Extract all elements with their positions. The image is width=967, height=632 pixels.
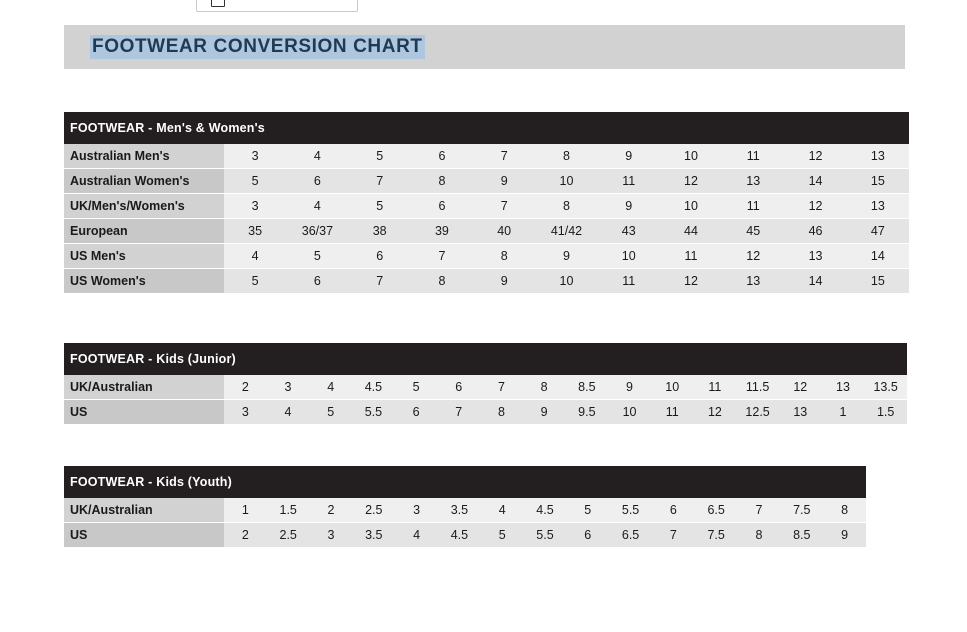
table-row <box>64 194 909 219</box>
row-value: 36/37 <box>286 219 348 244</box>
row-value: 13 <box>784 244 846 269</box>
row-value: 13.5 <box>864 375 907 400</box>
top-widget[interactable] <box>196 0 358 12</box>
row-value: 13 <box>847 194 909 219</box>
row-value: 7 <box>437 400 480 425</box>
row-value: 2 <box>224 375 267 400</box>
row-label: UK/Australian <box>64 375 224 400</box>
row-value: 15 <box>847 269 909 294</box>
row-value: 14 <box>784 269 846 294</box>
row-value: 9 <box>598 144 660 169</box>
row-value: 6 <box>286 169 348 194</box>
footwear-kids-junior-table <box>64 343 907 425</box>
table-header-label: FOOTWEAR - Kids (Junior) <box>64 343 907 375</box>
row-value: 8 <box>823 498 866 523</box>
row-value: 1 <box>822 400 865 425</box>
row-value: 11 <box>598 169 660 194</box>
row-value: 4 <box>395 523 438 548</box>
row-value: 4 <box>286 194 348 219</box>
table-header-label: FOOTWEAR - Kids (Youth) <box>64 466 866 498</box>
row-value: 7 <box>349 169 411 194</box>
row-value: 7 <box>473 194 535 219</box>
row-value: 5.5 <box>524 523 567 548</box>
table-row <box>64 219 909 244</box>
row-value: 39 <box>411 219 473 244</box>
table-header-label: FOOTWEAR - Men's & Women's <box>64 112 909 144</box>
table-row <box>64 523 866 548</box>
row-value: 7 <box>480 375 523 400</box>
table-header-row <box>64 466 866 498</box>
row-value: 7 <box>349 269 411 294</box>
row-value: 9 <box>473 269 535 294</box>
row-value: 5.5 <box>352 400 395 425</box>
row-value: 7.5 <box>695 523 738 548</box>
row-value: 7 <box>652 523 695 548</box>
row-value: 5 <box>395 375 438 400</box>
row-value: 6 <box>437 375 480 400</box>
row-value: 8 <box>473 244 535 269</box>
row-value: 6 <box>349 244 411 269</box>
row-value: 10 <box>660 194 722 219</box>
row-value: 9 <box>823 523 866 548</box>
row-value: 11 <box>598 269 660 294</box>
table-row <box>64 498 866 523</box>
row-value: 3 <box>224 194 286 219</box>
page-title: FOOTWEAR CONVERSION CHART <box>92 36 423 57</box>
row-value: 12 <box>784 144 846 169</box>
row-value: 5 <box>309 400 352 425</box>
row-value: 8 <box>523 375 566 400</box>
table-header-row <box>64 343 907 375</box>
row-value: 2 <box>310 498 353 523</box>
row-value: 6.5 <box>695 498 738 523</box>
row-value: 10 <box>535 169 597 194</box>
row-value: 8.5 <box>780 523 823 548</box>
row-value: 9 <box>523 400 566 425</box>
footwear-kids-youth-table <box>64 466 866 548</box>
row-value: 12 <box>660 169 722 194</box>
row-value: 5.5 <box>609 498 652 523</box>
row-value: 5 <box>481 523 524 548</box>
row-value: 4.5 <box>524 498 567 523</box>
row-value: 5 <box>286 244 348 269</box>
row-value: 10 <box>651 375 694 400</box>
row-value: 13 <box>822 375 865 400</box>
row-label: Australian Men's <box>64 144 224 169</box>
row-value: 9 <box>535 244 597 269</box>
page-title-banner <box>64 25 905 69</box>
table-row <box>64 169 909 194</box>
row-value: 3.5 <box>438 498 481 523</box>
row-value: 10 <box>608 400 651 425</box>
row-value: 10 <box>535 269 597 294</box>
row-value: 45 <box>722 219 784 244</box>
row-value: 2 <box>224 523 267 548</box>
row-value: 12 <box>660 269 722 294</box>
row-value: 1.5 <box>864 400 907 425</box>
row-value: 14 <box>784 169 846 194</box>
row-value: 8 <box>738 523 781 548</box>
row-label: UK/Men's/Women's <box>64 194 224 219</box>
row-value: 10 <box>660 144 722 169</box>
row-value: 44 <box>660 219 722 244</box>
row-value: 11.5 <box>736 375 779 400</box>
table-row <box>64 269 909 294</box>
row-label: UK/Australian <box>64 498 224 523</box>
row-value: 4 <box>224 244 286 269</box>
row-value: 6 <box>652 498 695 523</box>
row-value: 2.5 <box>352 498 395 523</box>
row-value: 12 <box>694 400 737 425</box>
row-value: 35 <box>224 219 286 244</box>
row-value: 8.5 <box>566 375 609 400</box>
row-label: US <box>64 400 224 425</box>
row-value: 8 <box>535 144 597 169</box>
row-value: 2.5 <box>267 523 310 548</box>
row-value: 15 <box>847 169 909 194</box>
table-row <box>64 400 907 425</box>
row-value: 1 <box>224 498 267 523</box>
row-value: 46 <box>784 219 846 244</box>
row-value: 10 <box>598 244 660 269</box>
row-value: 5 <box>224 169 286 194</box>
table-row <box>64 144 909 169</box>
row-value: 3.5 <box>352 523 395 548</box>
row-value: 7 <box>473 144 535 169</box>
row-value: 4 <box>286 144 348 169</box>
row-value: 3 <box>224 144 286 169</box>
row-value: 13 <box>722 269 784 294</box>
row-value: 14 <box>847 244 909 269</box>
row-value: 4 <box>309 375 352 400</box>
row-value: 11 <box>722 194 784 219</box>
row-value: 11 <box>694 375 737 400</box>
row-value: 12 <box>784 194 846 219</box>
row-label: US <box>64 523 224 548</box>
row-value: 11 <box>722 144 784 169</box>
row-value: 4 <box>267 400 310 425</box>
row-value: 5 <box>349 194 411 219</box>
row-value: 7.5 <box>780 498 823 523</box>
row-value: 40 <box>473 219 535 244</box>
row-value: 6 <box>566 523 609 548</box>
row-value: 12.5 <box>736 400 779 425</box>
row-value: 8 <box>411 169 473 194</box>
row-value: 6 <box>411 194 473 219</box>
row-value: 4.5 <box>438 523 481 548</box>
row-value: 3 <box>395 498 438 523</box>
row-value: 11 <box>660 244 722 269</box>
row-label: Australian Women's <box>64 169 224 194</box>
row-value: 5 <box>566 498 609 523</box>
row-value: 6 <box>411 144 473 169</box>
row-label: US Women's <box>64 269 224 294</box>
row-value: 8 <box>411 269 473 294</box>
card-icon <box>211 0 225 7</box>
row-value: 7 <box>411 244 473 269</box>
row-value: 6.5 <box>609 523 652 548</box>
row-label: US Men's <box>64 244 224 269</box>
row-value: 13 <box>722 169 784 194</box>
row-value: 7 <box>738 498 781 523</box>
row-value: 9 <box>598 194 660 219</box>
footwear-mens-womens-table <box>64 112 909 294</box>
row-value: 9 <box>608 375 651 400</box>
row-value: 9 <box>473 169 535 194</box>
row-value: 4 <box>481 498 524 523</box>
table-row <box>64 244 909 269</box>
row-value: 3 <box>267 375 310 400</box>
row-value: 13 <box>847 144 909 169</box>
row-value: 1.5 <box>267 498 310 523</box>
table-header-row <box>64 112 909 144</box>
row-value: 9.5 <box>566 400 609 425</box>
row-value: 12 <box>779 375 822 400</box>
row-value: 5 <box>224 269 286 294</box>
row-value: 6 <box>286 269 348 294</box>
row-value: 41/42 <box>535 219 597 244</box>
row-value: 8 <box>480 400 523 425</box>
row-value: 47 <box>847 219 909 244</box>
row-value: 3 <box>310 523 353 548</box>
row-value: 12 <box>722 244 784 269</box>
row-value: 3 <box>224 400 267 425</box>
row-value: 4.5 <box>352 375 395 400</box>
row-value: 8 <box>535 194 597 219</box>
row-value: 38 <box>349 219 411 244</box>
row-label: European <box>64 219 224 244</box>
row-value: 13 <box>779 400 822 425</box>
row-value: 43 <box>598 219 660 244</box>
table-row <box>64 375 907 400</box>
row-value: 6 <box>395 400 438 425</box>
row-value: 5 <box>349 144 411 169</box>
row-value: 11 <box>651 400 694 425</box>
